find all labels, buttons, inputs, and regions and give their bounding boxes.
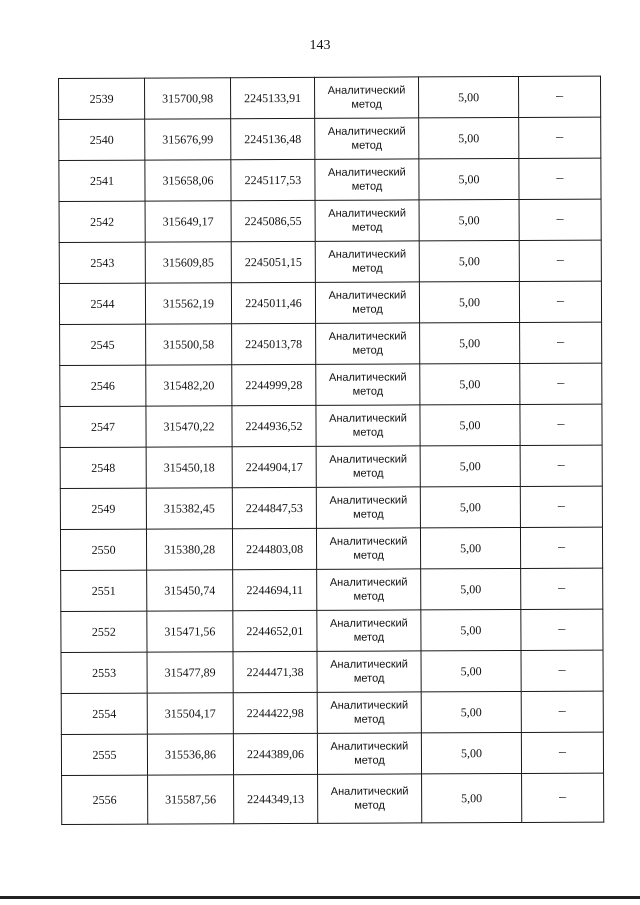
note-cell: – [521, 691, 603, 732]
method-line-1: Аналитический [330, 740, 409, 753]
note-cell: – [519, 281, 601, 322]
table-row [61, 732, 603, 775]
accuracy-cell: 5,00 [420, 527, 520, 568]
note-cell: – [519, 199, 601, 240]
accuracy-cell: 5,00 [421, 568, 521, 609]
method-line-1: Аналитический [329, 617, 408, 630]
note-cell: – [521, 568, 603, 609]
point-number-cell: 2544 [59, 283, 145, 324]
table-row [60, 527, 602, 570]
y-coordinate-cell: 2244999,28 [232, 364, 316, 405]
accuracy-cell: 5,00 [420, 445, 520, 486]
point-number-cell: 2549 [60, 488, 146, 529]
point-number-cell: 2541 [59, 160, 145, 201]
x-coordinate-cell: 315658,06 [145, 160, 231, 201]
method-line-1: Аналитический [328, 248, 407, 261]
note-cell: – [519, 158, 601, 199]
point-number-cell: 2553 [61, 652, 147, 693]
note-cell: – [519, 117, 601, 158]
x-coordinate-cell: 315700,98 [145, 78, 231, 119]
note-cell: – [520, 527, 602, 568]
point-number-cell: 2550 [60, 529, 146, 570]
y-coordinate-cell: 2244847,53 [232, 487, 316, 528]
table-row [59, 240, 601, 283]
method-cell [316, 323, 420, 364]
y-coordinate-cell: 2244422,98 [233, 692, 317, 733]
accuracy-cell: 5,00 [418, 76, 518, 117]
method-line-1: Аналитический [327, 84, 406, 97]
note-cell: – [520, 445, 602, 486]
point-number-cell: 2539 [59, 78, 145, 119]
method-line-2: метод [354, 799, 385, 812]
coordinates-table [58, 76, 604, 825]
table-row [62, 773, 604, 824]
accuracy-cell: 5,00 [420, 486, 520, 527]
accuracy-cell: 5,00 [419, 117, 519, 158]
table-row [60, 445, 602, 488]
method-line-2: метод [351, 98, 382, 111]
y-coordinate-cell: 2244803,08 [232, 528, 316, 569]
scan-bottom-edge [0, 896, 640, 899]
table-row [59, 76, 601, 119]
method-cell [315, 118, 419, 159]
method-cell [315, 159, 419, 200]
note-cell: – [520, 322, 602, 363]
note-cell: – [520, 404, 602, 445]
accuracy-cell: 5,00 [420, 363, 520, 404]
method-cell [314, 77, 418, 118]
note-cell: – [521, 609, 603, 650]
accuracy-cell: 5,00 [419, 199, 519, 240]
x-coordinate-cell: 315500,58 [146, 324, 232, 365]
method-line-2: метод [353, 590, 385, 603]
accuracy-cell: 5,00 [419, 281, 519, 322]
note-cell: – [520, 363, 602, 404]
x-coordinate-cell: 315504,17 [147, 693, 233, 734]
point-number-cell: 2546 [60, 365, 146, 406]
x-coordinate-cell: 315382,45 [146, 488, 232, 529]
point-number-cell: 2551 [61, 570, 147, 611]
page-number: 143 [309, 38, 331, 53]
table-row [59, 281, 601, 324]
note-cell: – [521, 732, 603, 773]
y-coordinate-cell: 2244389,06 [233, 733, 317, 774]
y-coordinate-cell: 2245013,78 [232, 323, 316, 364]
method-cell [317, 610, 421, 651]
method-cell [317, 569, 421, 610]
method-line-2: метод [354, 754, 385, 767]
accuracy-cell: 5,00 [421, 732, 521, 773]
table-row [59, 158, 601, 201]
y-coordinate-cell: 2244694,11 [233, 569, 317, 610]
table-row [61, 650, 603, 693]
table-row [61, 609, 603, 652]
x-coordinate-cell: 315470,22 [146, 406, 232, 447]
y-coordinate-cell: 2244936,52 [232, 405, 316, 446]
method-cell [316, 446, 420, 487]
point-number-cell: 2554 [61, 693, 147, 734]
method-cell [318, 774, 422, 823]
method-line-2: метод [352, 467, 384, 480]
method-cell [317, 692, 421, 733]
coordinates-table-body [59, 76, 604, 824]
method-line-1: Аналитический [328, 166, 406, 179]
method-line-2: метод [352, 385, 384, 398]
y-coordinate-cell: 2245117,53 [231, 159, 315, 200]
note-cell: – [519, 240, 601, 281]
method-line-2: метод [351, 221, 383, 234]
table-row [60, 322, 602, 365]
table-row [61, 691, 603, 734]
method-cell [316, 364, 420, 405]
x-coordinate-cell: 315477,89 [147, 652, 233, 693]
y-coordinate-cell: 2244652,01 [233, 610, 317, 651]
method-line-1: Аналитический [329, 576, 408, 589]
method-line-2: метод [354, 713, 385, 726]
point-number-cell: 2547 [60, 406, 146, 447]
method-line-2: метод [353, 672, 385, 685]
method-cell [316, 528, 420, 569]
point-number-cell: 2552 [61, 611, 147, 652]
method-cell [316, 487, 420, 528]
method-line-2: метод [351, 180, 383, 193]
method-line-1: Аналитический [328, 371, 407, 384]
x-coordinate-cell: 315471,56 [147, 611, 233, 652]
method-cell [316, 405, 420, 446]
method-line-2: метод [353, 631, 385, 644]
x-coordinate-cell: 315380,28 [146, 529, 232, 570]
table-row [60, 363, 602, 406]
method-cell [315, 241, 419, 282]
accuracy-cell: 5,00 [421, 650, 521, 691]
x-coordinate-cell: 315649,17 [145, 201, 231, 242]
coordinates-table-wrapper [58, 76, 604, 825]
note-cell: – [522, 773, 604, 822]
x-coordinate-cell: 315450,18 [146, 447, 232, 488]
x-coordinate-cell: 315587,56 [148, 775, 234, 824]
accuracy-cell: 5,00 [421, 691, 521, 732]
x-coordinate-cell: 315536,86 [147, 734, 233, 775]
accuracy-cell: 5,00 [422, 773, 522, 822]
note-cell: – [518, 76, 600, 117]
y-coordinate-cell: 2245136,48 [231, 118, 315, 159]
method-line-2: метод [351, 139, 383, 152]
method-line-2: метод [353, 508, 384, 521]
method-line-1: Аналитический [329, 412, 407, 425]
y-coordinate-cell: 2245086,55 [231, 200, 315, 241]
point-number-cell: 2543 [59, 242, 145, 283]
method-line-1: Аналитический [330, 785, 409, 798]
note-cell: – [520, 486, 602, 527]
accuracy-cell: 5,00 [420, 404, 520, 445]
method-line-1: Аналитический [329, 453, 408, 466]
method-line-1: Аналитический [329, 494, 408, 507]
y-coordinate-cell: 2245011,46 [231, 282, 315, 323]
point-number-cell: 2555 [61, 734, 147, 775]
method-line-1: Аналитический [328, 289, 407, 302]
y-coordinate-cell: 2244904,17 [232, 446, 316, 487]
x-coordinate-cell: 315676,99 [145, 119, 231, 160]
method-line-2: метод [352, 262, 383, 275]
method-line-2: метод [352, 426, 384, 439]
y-coordinate-cell: 2245051,15 [231, 241, 315, 282]
point-number-cell: 2542 [59, 201, 145, 242]
method-line-2: метод [353, 549, 384, 562]
accuracy-cell: 5,00 [420, 322, 520, 363]
point-number-cell: 2548 [60, 447, 146, 488]
point-number-cell: 2556 [62, 775, 148, 824]
table-row [61, 568, 603, 611]
method-cell [315, 200, 419, 241]
accuracy-cell: 5,00 [419, 240, 519, 281]
method-line-1: Аналитический [330, 658, 408, 671]
method-line-2: метод [352, 303, 383, 316]
table-row [60, 486, 602, 529]
method-cell [317, 651, 421, 692]
table-row [59, 199, 601, 242]
method-cell [315, 282, 419, 323]
y-coordinate-cell: 2245133,91 [231, 77, 315, 118]
method-cell [317, 733, 421, 774]
x-coordinate-cell: 315482,20 [146, 365, 232, 406]
method-line-2: метод [352, 344, 383, 357]
method-line-1: Аналитический [329, 535, 408, 548]
x-coordinate-cell: 315609,85 [145, 242, 231, 283]
method-line-1: Аналитический [328, 330, 407, 343]
y-coordinate-cell: 2244471,38 [233, 651, 317, 692]
note-cell: – [521, 650, 603, 691]
table-row [60, 404, 602, 447]
method-line-1: Аналитический [327, 125, 406, 138]
point-number-cell: 2545 [60, 324, 146, 365]
accuracy-cell: 5,00 [421, 609, 521, 650]
method-line-1: Аналитический [328, 207, 406, 220]
accuracy-cell: 5,00 [419, 158, 519, 199]
table-row [59, 117, 601, 160]
point-number-cell: 2540 [59, 119, 145, 160]
y-coordinate-cell: 2244349,13 [234, 774, 318, 823]
x-coordinate-cell: 315562,19 [145, 283, 231, 324]
method-line-1: Аналитический [330, 699, 409, 712]
x-coordinate-cell: 315450,74 [147, 570, 233, 611]
